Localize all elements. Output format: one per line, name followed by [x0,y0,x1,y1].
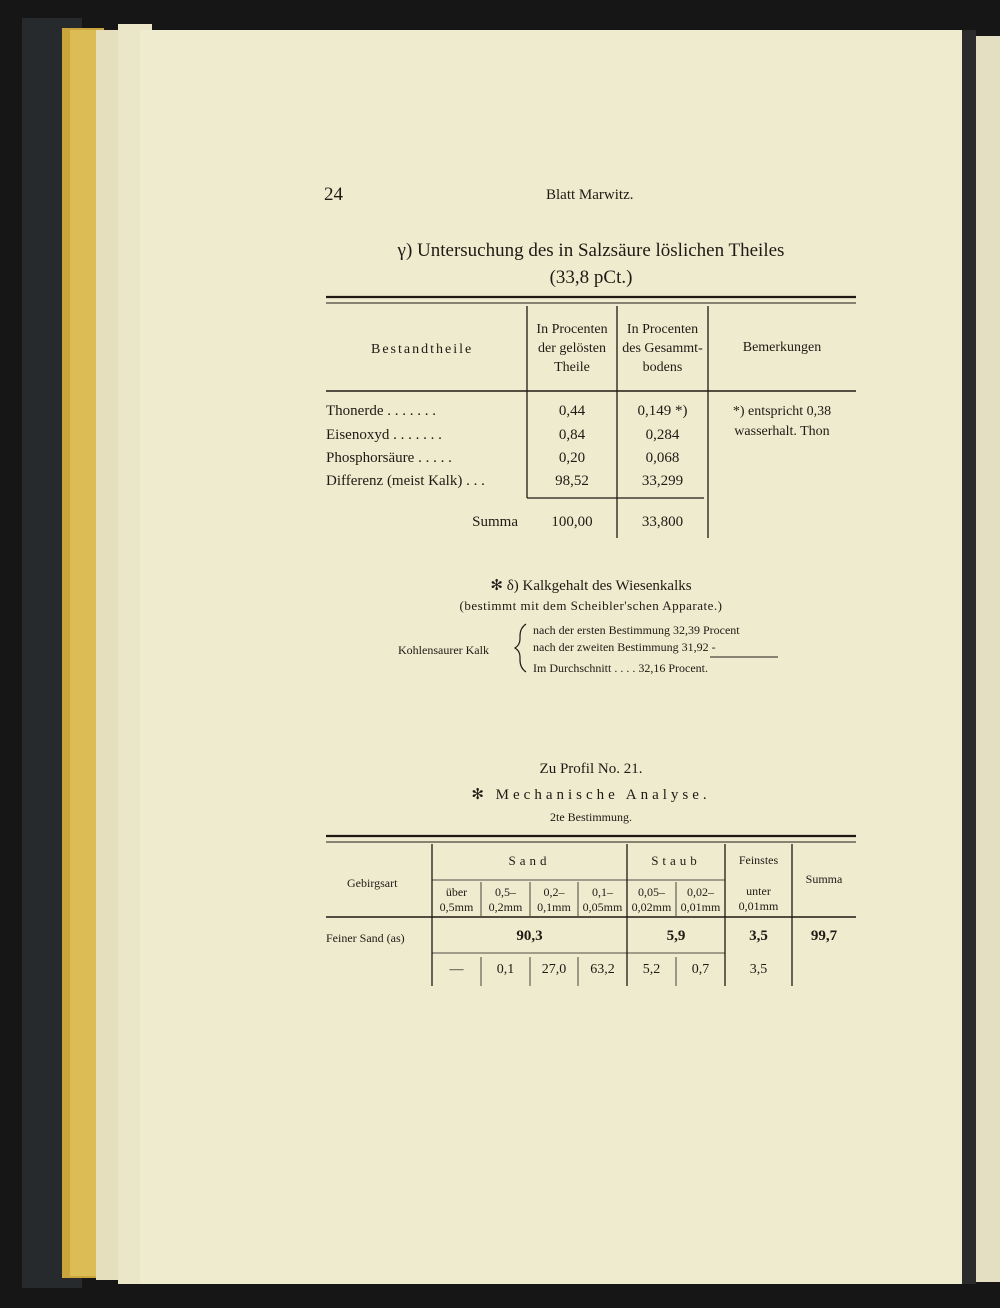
running-title: Blatt Marwitz. [546,187,634,203]
delta-line-3: Im Durchschnitt . . . . 32,16 Procent. [533,661,708,675]
row-name: Differenz (meist Kalk) . . . [326,473,485,489]
delta-line-2: nach der zweiten Bestimmung 31,92 - [533,640,716,654]
row-dissolved: 0,84 [558,427,586,443]
summa-total: 33,800 [641,514,684,530]
col-feinstes-sub1: unter [746,884,771,898]
kohlensaurer-kalk-label: Kohlensaurer Kalk [398,643,489,657]
section-delta-subtitle: (bestimmt mit dem Scheibler'schen Apparate.) [459,598,723,613]
col-summa: Summa [805,872,843,886]
section-gamma-title: γ) Untersuchung des in Salzsäure löslichen Theiles [397,240,785,261]
row-dissolved: 98,52 [555,473,589,489]
detail-cell: 63,2 [590,962,615,977]
col-feinstes: Feinstes [738,853,779,867]
col-staub: Staub [651,853,701,868]
row-total: 0,068 [645,450,680,466]
col-total-header: In Procenten des Gesammt- bodens [622,322,703,375]
summa-label: Summa [472,514,518,530]
page-number: 24 [324,184,343,205]
row-total: 0,284 [645,427,680,443]
page-paper [140,30,976,1284]
col-gebirgsart: Gebirgsart [347,876,398,890]
col-feinstes-sub2: 0,01mm [738,899,779,913]
detail-cell: — [449,962,464,977]
remark-line-1: *) entspricht 0,38 [732,404,832,419]
bestimmung-subtitle: 2te Bestimmung. [550,810,632,824]
row-label-feiner-sand: Feiner Sand (as) [326,931,405,945]
feinstes-total: 3,5 [749,928,768,944]
row-total: 0,149 *) [637,403,688,419]
staub-sub-header: 0,02– 0,01mm [680,885,721,914]
detail-cell: 0,7 [691,962,710,977]
staub-sub-header: 0,05– 0,02mm [631,885,672,914]
col-sand: Sand [508,853,551,868]
section-gamma-subtitle: (33,8 pCt.) [549,267,633,288]
summa-dissolved: 100,00 [551,514,593,530]
sand-sub-header: 0,5– 0,2mm [488,885,523,914]
staub-total: 5,9 [666,928,686,944]
section-delta-title: ✻ δ) Kalkgehalt des Wiesenkalks [490,578,692,594]
row-dissolved: 0,44 [558,403,586,419]
row-name: Phosphorsäure . . . . . [326,450,452,466]
profile-heading: Zu Profil No. 21. [539,761,643,777]
row-dissolved: 0,20 [558,450,586,466]
sand-sub-header: über 0,5mm [439,885,474,914]
row-total: 33,299 [641,473,684,489]
sand-sub-header: 0,1– 0,05mm [582,885,623,914]
col-bestandtheile: Bestandtheile [371,342,474,357]
col-bemerkungen: Bemerkungen [742,340,822,355]
detail-cell: 3,5 [749,962,768,977]
summa-total: 99,7 [810,928,838,944]
delta-line-1: nach der ersten Bestimmung 32,39 Procent [533,623,740,637]
detail-cell: 27,0 [541,962,567,977]
detail-cell: 0,1 [496,962,515,977]
remark-line-2: wasserhalt. Thon [734,424,830,439]
row-name: Eisenoxyd . . . . . . . [326,427,442,443]
sand-sub-header: 0,2– 0,1mm [537,885,571,914]
row-name: Thonerde . . . . . . . [326,403,436,419]
mechanische-analyse-title: ✻ Mechanische Analyse. [471,787,711,803]
detail-cell: 5,2 [642,962,661,977]
sand-total: 90,3 [516,928,543,944]
col-dissolved-header: In Procenten der gelösten Theile [536,322,608,375]
